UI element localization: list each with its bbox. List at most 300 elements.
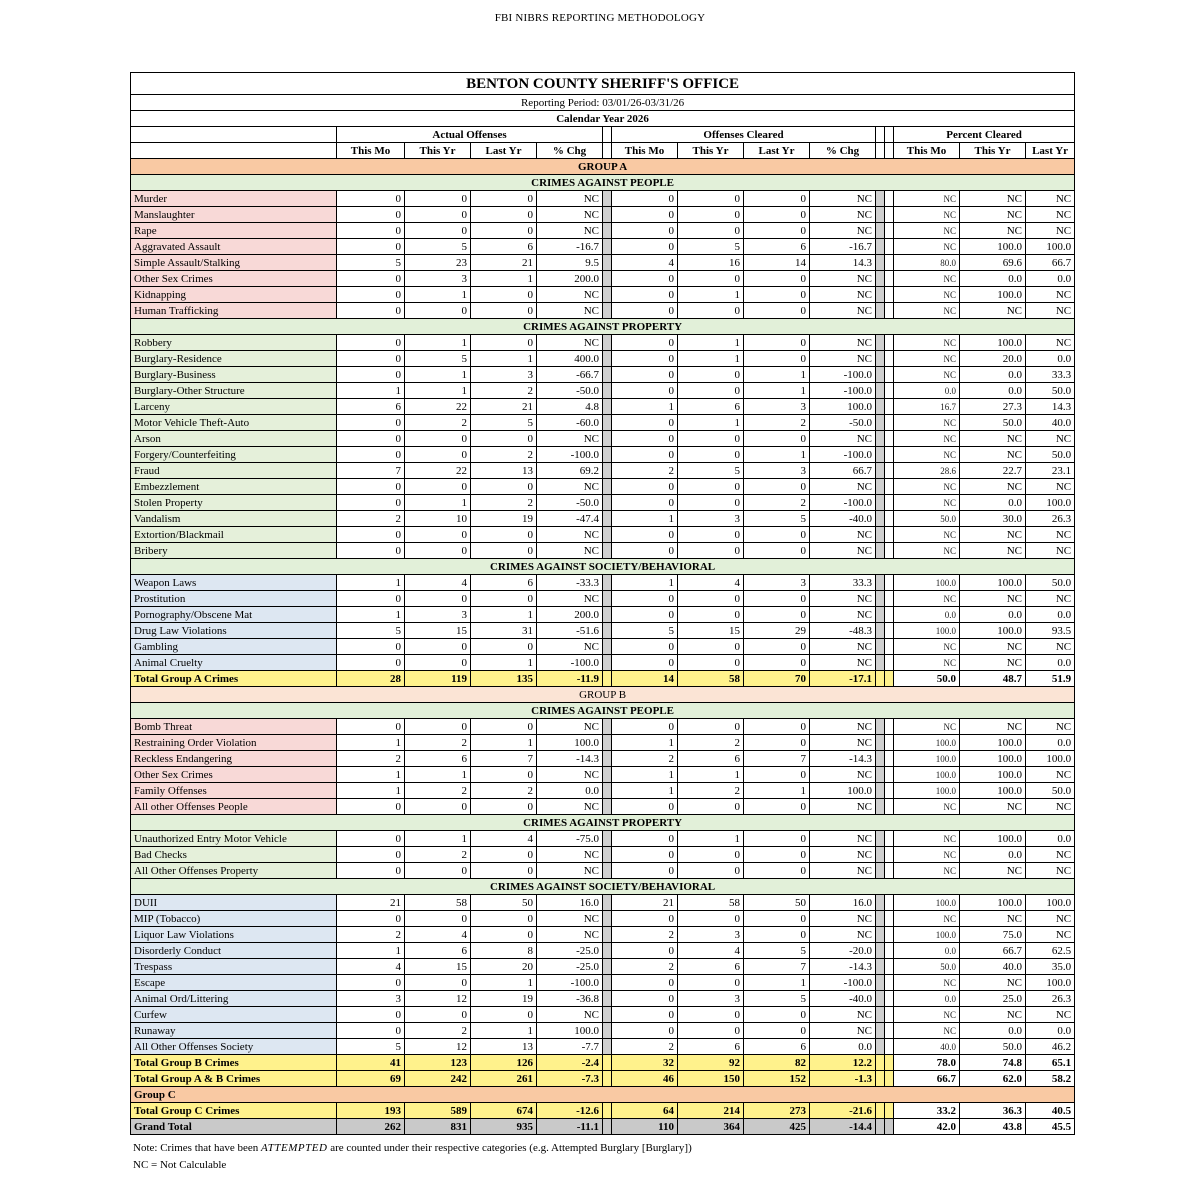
actual-offenses-cell: 0 — [405, 223, 471, 239]
table-row — [131, 991, 1075, 1007]
percent-cleared-cell: 0.0 — [960, 847, 1026, 863]
offenses-cleared-cell: 21 — [612, 895, 678, 911]
offenses-cleared-cell: 0 — [744, 543, 810, 559]
percent-cleared-cell: 50.0 — [1026, 783, 1075, 799]
percent-cleared-cell: NC — [1026, 591, 1075, 607]
offenses-cleared-cell: 14.3 — [810, 255, 876, 271]
actual-offenses-cell: 0 — [471, 927, 537, 943]
spacer-cell — [876, 1023, 885, 1039]
percent-cleared-cell: NC — [894, 831, 960, 847]
spacer-cell — [876, 351, 885, 367]
actual-offenses-cell: -36.8 — [537, 991, 603, 1007]
actual-offenses-cell: 15 — [405, 623, 471, 639]
percent-cleared-cell: 50.0 — [894, 671, 960, 687]
percent-cleared-cell: 50.0 — [1026, 447, 1075, 463]
offenses-cleared-cell: -14.4 — [810, 1119, 876, 1135]
offense-label: Rape — [131, 223, 337, 239]
spacer-cell — [876, 479, 885, 495]
offenses-cleared-cell: 14 — [612, 671, 678, 687]
offense-label: Forgery/Counterfeiting — [131, 447, 337, 463]
percent-cleared-cell: NC — [894, 207, 960, 223]
offense-label: Total Group C Crimes — [131, 1103, 337, 1119]
actual-offenses-cell: 2 — [337, 511, 405, 527]
spacer-cell — [603, 847, 612, 863]
actual-offenses-cell: 0 — [337, 719, 405, 735]
offenses-cleared-cell: 0 — [744, 287, 810, 303]
spacer-cell — [876, 1007, 885, 1023]
actual-offenses-cell: 1 — [337, 575, 405, 591]
percent-cleared-cell: 100.0 — [960, 239, 1026, 255]
spacer-cell — [885, 1055, 894, 1071]
actual-offenses-cell: 2 — [471, 495, 537, 511]
spacer-cell — [603, 639, 612, 655]
page-header: FBI NIBRS REPORTING METHODOLOGY — [494, 12, 706, 24]
actual-offenses-cell: 19 — [471, 991, 537, 1007]
attempted-emphasis: ATTEMPTED — [261, 1142, 328, 1154]
offense-label: MIP (Tobacco) — [131, 911, 337, 927]
table-row — [131, 271, 1075, 287]
offenses-cleared-cell: -14.3 — [810, 751, 876, 767]
offenses-cleared-cell: NC — [810, 479, 876, 495]
percent-cleared-cell: 100.0 — [1026, 239, 1075, 255]
offenses-cleared-cell: 1 — [678, 415, 744, 431]
table-row — [131, 847, 1075, 863]
spacer-cell — [885, 1119, 894, 1135]
actual-offenses-cell: 0 — [471, 335, 537, 351]
spacer-cell — [885, 303, 894, 319]
table-row — [131, 239, 1075, 255]
percent-cleared-cell: 100.0 — [960, 767, 1026, 783]
offenses-cleared-cell: 0 — [744, 639, 810, 655]
spacer-cell — [603, 335, 612, 351]
col-header: This Yr — [678, 143, 744, 159]
actual-offenses-cell: 1 — [337, 383, 405, 399]
actual-offenses-cell: 1 — [405, 367, 471, 383]
offense-label: Other Sex Crimes — [131, 767, 337, 783]
offenses-cleared-cell: 0 — [612, 543, 678, 559]
actual-offenses-cell: -60.0 — [537, 415, 603, 431]
offenses-cleared-cell: 0 — [744, 207, 810, 223]
offenses-cleared-cell: 0 — [744, 735, 810, 751]
percent-cleared-cell: 62.0 — [960, 1071, 1026, 1087]
actual-offenses-cell: 1 — [471, 655, 537, 671]
percent-cleared-cell: 0.0 — [960, 495, 1026, 511]
table-row — [131, 543, 1075, 559]
offenses-cleared-cell: 0 — [678, 799, 744, 815]
offenses-cleared-cell: 0 — [678, 655, 744, 671]
spacer-cell — [876, 399, 885, 415]
percent-cleared-cell: 0.0 — [1026, 831, 1075, 847]
actual-offenses-cell: 0 — [337, 207, 405, 223]
actual-offenses-cell: 0 — [405, 527, 471, 543]
offenses-cleared-cell: 0 — [612, 1023, 678, 1039]
col-header: This Mo — [894, 143, 960, 159]
actual-offenses-cell: 69 — [337, 1071, 405, 1087]
table-row — [131, 367, 1075, 383]
actual-offenses-cell: 0 — [405, 639, 471, 655]
offenses-cleared-cell: 0 — [744, 927, 810, 943]
table-row — [131, 431, 1075, 447]
offenses-cleared-cell: 0 — [744, 591, 810, 607]
spacer-cell — [603, 575, 612, 591]
percent-cleared-cell: NC — [894, 191, 960, 207]
actual-offenses-cell: 10 — [405, 511, 471, 527]
offenses-cleared-cell: 100.0 — [810, 783, 876, 799]
spacer-cell — [885, 271, 894, 287]
offenses-cleared-cell: 273 — [744, 1103, 810, 1119]
percent-cleared-cell: 0.0 — [960, 607, 1026, 623]
offense-label: Total Group B Crimes — [131, 1055, 337, 1071]
percent-cleared-cell: NC — [960, 223, 1026, 239]
spacer-cell — [876, 511, 885, 527]
table-row — [131, 575, 1075, 591]
actual-offenses-cell: 0 — [337, 447, 405, 463]
spacer-cell — [603, 1055, 612, 1071]
percent-cleared-cell: NC — [1026, 719, 1075, 735]
percent-cleared-cell: 40.5 — [1026, 1103, 1075, 1119]
offenses-cleared-cell: NC — [810, 863, 876, 879]
percent-cleared-cell: 27.3 — [960, 399, 1026, 415]
spacer-cell — [885, 255, 894, 271]
table-row — [131, 591, 1075, 607]
offenses-cleared-cell: 1 — [744, 447, 810, 463]
spacer-cell — [876, 367, 885, 383]
offenses-cleared-cell: 0 — [678, 863, 744, 879]
group-header-row — [131, 1087, 1075, 1103]
actual-offenses-cell: 13 — [471, 1039, 537, 1055]
actual-offenses-cell: 135 — [471, 671, 537, 687]
offenses-cleared-cell: 214 — [678, 1103, 744, 1119]
spacer-cell — [885, 783, 894, 799]
offense-label: Unauthorized Entry Motor Vehicle — [131, 831, 337, 847]
percent-cleared-cell: 36.3 — [960, 1103, 1026, 1119]
total-row — [131, 1071, 1075, 1087]
offenses-cleared-cell: 16.0 — [810, 895, 876, 911]
offense-label: Simple Assault/Stalking — [131, 255, 337, 271]
offenses-cleared-cell: NC — [810, 639, 876, 655]
spacer-cell — [603, 271, 612, 287]
spacer-cell — [876, 431, 885, 447]
offenses-cleared-cell: 2 — [612, 463, 678, 479]
offenses-cleared-cell: 0 — [612, 303, 678, 319]
spacer-cell — [603, 991, 612, 1007]
spacer-cell — [603, 591, 612, 607]
offenses-cleared-cell: 0 — [612, 479, 678, 495]
actual-offenses-cell: 831 — [405, 1119, 471, 1135]
actual-offenses-cell: 6 — [405, 943, 471, 959]
actual-offenses-cell: 0 — [337, 863, 405, 879]
percent-cleared-cell: NC — [894, 447, 960, 463]
actual-offenses-cell: 200.0 — [537, 271, 603, 287]
actual-offenses-cell: 0 — [337, 847, 405, 863]
offenses-cleared-cell: 3 — [744, 575, 810, 591]
spacer-cell — [876, 303, 885, 319]
percent-cleared-cell: 46.2 — [1026, 1039, 1075, 1055]
spacer-cell — [876, 527, 885, 543]
actual-offenses-cell: 0 — [405, 975, 471, 991]
actual-offenses-cell: 9.5 — [537, 255, 603, 271]
spacer-cell — [603, 655, 612, 671]
actual-offenses-cell: 4.8 — [537, 399, 603, 415]
offenses-cleared-header: Offenses Cleared — [612, 127, 876, 143]
percent-cleared-cell: NC — [894, 287, 960, 303]
offenses-cleared-cell: 1 — [678, 767, 744, 783]
offenses-cleared-cell: -14.3 — [810, 959, 876, 975]
offenses-cleared-cell: 0 — [612, 991, 678, 1007]
spacer-cell — [603, 895, 612, 911]
percent-cleared-cell: 50.0 — [894, 511, 960, 527]
percent-cleared-cell: NC — [894, 847, 960, 863]
actual-offenses-cell: 21 — [471, 255, 537, 271]
offenses-cleared-cell: 2 — [744, 495, 810, 511]
offenses-cleared-cell: 1 — [744, 367, 810, 383]
actual-offenses-cell: 0 — [471, 799, 537, 815]
spacer-cell — [603, 495, 612, 511]
spacer-cell — [876, 207, 885, 223]
percent-cleared-cell: 25.0 — [960, 991, 1026, 1007]
offense-label: Escape — [131, 975, 337, 991]
offenses-cleared-cell: 0 — [612, 719, 678, 735]
percent-cleared-cell: NC — [894, 351, 960, 367]
offenses-cleared-cell: NC — [810, 527, 876, 543]
percent-cleared-cell: NC — [1026, 767, 1075, 783]
percent-cleared-cell: NC — [1026, 1007, 1075, 1023]
col-header: % Chg — [810, 143, 876, 159]
actual-offenses-cell: 0 — [337, 223, 405, 239]
offenses-cleared-cell: 1 — [612, 575, 678, 591]
offenses-cleared-cell: 364 — [678, 1119, 744, 1135]
spacer-cell — [885, 623, 894, 639]
spacer-cell — [603, 863, 612, 879]
percent-cleared-cell: NC — [1026, 639, 1075, 655]
spacer-cell — [885, 415, 894, 431]
actual-offenses-cell: NC — [537, 287, 603, 303]
offenses-cleared-cell: 150 — [678, 1071, 744, 1087]
offenses-cleared-cell: -48.3 — [810, 623, 876, 639]
actual-offenses-cell: 4 — [337, 959, 405, 975]
col-header: % Chg — [537, 143, 603, 159]
table-row — [131, 415, 1075, 431]
offense-label: Family Offenses — [131, 783, 337, 799]
actual-offenses-header: Actual Offenses — [337, 127, 603, 143]
offenses-cleared-cell: NC — [810, 335, 876, 351]
spacer-cell — [885, 463, 894, 479]
percent-cleared-cell: 93.5 — [1026, 623, 1075, 639]
table-row — [131, 479, 1075, 495]
offenses-cleared-cell: 1 — [612, 735, 678, 751]
spacer-cell — [885, 927, 894, 943]
offenses-cleared-cell: 5 — [678, 463, 744, 479]
spacer-cell — [876, 575, 885, 591]
offenses-cleared-cell: NC — [810, 735, 876, 751]
spacer-cell — [876, 447, 885, 463]
percent-cleared-cell: NC — [894, 431, 960, 447]
spacer-cell — [603, 719, 612, 735]
offenses-cleared-cell: 6 — [678, 399, 744, 415]
actual-offenses-cell: 22 — [405, 463, 471, 479]
offenses-cleared-cell: 6 — [678, 1039, 744, 1055]
actual-offenses-cell: 0 — [337, 799, 405, 815]
table-row — [131, 1039, 1075, 1055]
offenses-cleared-cell: 3 — [744, 463, 810, 479]
spacer-cell — [603, 943, 612, 959]
actual-offenses-cell: 0 — [337, 639, 405, 655]
percent-cleared-cell: NC — [894, 591, 960, 607]
percent-cleared-cell: NC — [894, 303, 960, 319]
percent-cleared-cell: 14.3 — [1026, 399, 1075, 415]
offenses-cleared-cell: -17.1 — [810, 671, 876, 687]
spacer-cell — [885, 143, 894, 159]
category-header-row — [131, 559, 1075, 575]
actual-offenses-cell: 0 — [405, 191, 471, 207]
actual-offenses-cell: 935 — [471, 1119, 537, 1135]
offense-label: Vandalism — [131, 511, 337, 527]
offenses-cleared-cell: 7 — [744, 959, 810, 975]
percent-cleared-cell: NC — [1026, 543, 1075, 559]
offenses-cleared-cell: 0 — [744, 1023, 810, 1039]
offenses-cleared-cell: 0 — [612, 639, 678, 655]
spacer-cell — [603, 143, 612, 159]
actual-offenses-cell: 3 — [471, 367, 537, 383]
offenses-cleared-cell: 1 — [612, 783, 678, 799]
offenses-cleared-cell: NC — [810, 831, 876, 847]
actual-offenses-cell: 0 — [471, 303, 537, 319]
spacer-cell — [603, 303, 612, 319]
actual-offenses-cell: 0 — [405, 655, 471, 671]
actual-offenses-cell: -2.4 — [537, 1055, 603, 1071]
actual-offenses-cell: 0 — [337, 239, 405, 255]
offenses-cleared-cell: 12.2 — [810, 1055, 876, 1071]
percent-cleared-cell: 100.0 — [1026, 975, 1075, 991]
actual-offenses-cell: -66.7 — [537, 367, 603, 383]
offenses-cleared-cell: -40.0 — [810, 991, 876, 1007]
percent-cleared-cell: 100.0 — [960, 623, 1026, 639]
actual-offenses-cell: 100.0 — [537, 735, 603, 751]
actual-offenses-cell: NC — [537, 479, 603, 495]
spacer-cell — [885, 335, 894, 351]
percent-cleared-cell: NC — [894, 335, 960, 351]
actual-offenses-cell: 0 — [471, 863, 537, 879]
offenses-cleared-cell: NC — [810, 591, 876, 607]
actual-offenses-cell: -7.7 — [537, 1039, 603, 1055]
actual-offenses-cell: 4 — [405, 927, 471, 943]
table-row — [131, 463, 1075, 479]
blank-header-cell — [131, 127, 337, 143]
actual-offenses-cell: NC — [537, 911, 603, 927]
offenses-cleared-cell: 0 — [744, 847, 810, 863]
spacer-cell — [885, 543, 894, 559]
percent-cleared-cell: NC — [960, 527, 1026, 543]
actual-offenses-cell: 0 — [337, 335, 405, 351]
actual-offenses-cell: 0 — [405, 863, 471, 879]
spacer-cell — [603, 1007, 612, 1023]
actual-offenses-cell: 2 — [405, 783, 471, 799]
percent-cleared-cell: 65.1 — [1026, 1055, 1075, 1071]
spacer-cell — [603, 911, 612, 927]
percent-cleared-cell: NC — [960, 719, 1026, 735]
spacer-cell — [603, 383, 612, 399]
percent-cleared-cell: 66.7 — [960, 943, 1026, 959]
spacer-cell — [603, 975, 612, 991]
actual-offenses-cell: 0 — [337, 415, 405, 431]
col-header: Last Yr — [744, 143, 810, 159]
percent-cleared-cell: 0.0 — [960, 367, 1026, 383]
offenses-cleared-cell: 0 — [678, 911, 744, 927]
actual-offenses-cell: 0 — [471, 719, 537, 735]
offenses-cleared-cell: 0 — [744, 335, 810, 351]
actual-offenses-cell: 0 — [337, 479, 405, 495]
actual-offenses-cell: NC — [537, 527, 603, 543]
offense-label: Human Trafficking — [131, 303, 337, 319]
actual-offenses-cell: 20 — [471, 959, 537, 975]
percent-cleared-cell: NC — [1026, 799, 1075, 815]
spacer-cell — [885, 399, 894, 415]
actual-offenses-cell: 2 — [471, 783, 537, 799]
percent-cleared-cell: 50.0 — [960, 1039, 1026, 1055]
percent-cleared-cell: 28.6 — [894, 463, 960, 479]
percent-cleared-cell: NC — [894, 415, 960, 431]
spacer-cell — [876, 1103, 885, 1119]
actual-offenses-cell: 31 — [471, 623, 537, 639]
actual-offenses-cell: 22 — [405, 399, 471, 415]
offenses-cleared-cell: 0 — [744, 767, 810, 783]
offenses-cleared-cell: 0 — [678, 191, 744, 207]
percent-cleared-cell: NC — [1026, 303, 1075, 319]
percent-cleared-cell: NC — [1026, 479, 1075, 495]
actual-offenses-cell: 0 — [337, 303, 405, 319]
offenses-cleared-cell: 0 — [612, 911, 678, 927]
percent-cleared-cell: 50.0 — [960, 415, 1026, 431]
percent-cleared-cell: 100.0 — [960, 575, 1026, 591]
actual-offenses-cell: 0 — [405, 591, 471, 607]
spacer-cell — [603, 1023, 612, 1039]
actual-offenses-cell: 193 — [337, 1103, 405, 1119]
table-row — [131, 383, 1075, 399]
actual-offenses-cell: 1 — [337, 943, 405, 959]
actual-offenses-cell: 200.0 — [537, 607, 603, 623]
category-header-row — [131, 175, 1075, 191]
actual-offenses-cell: 261 — [471, 1071, 537, 1087]
percent-cleared-header: Percent Cleared — [894, 127, 1075, 143]
offenses-cleared-cell: 46 — [612, 1071, 678, 1087]
spacer-cell — [603, 463, 612, 479]
spacer-cell — [876, 191, 885, 207]
actual-offenses-cell: 0 — [471, 847, 537, 863]
spacer-cell — [603, 431, 612, 447]
actual-offenses-cell: 0.0 — [537, 783, 603, 799]
percent-cleared-cell: NC — [894, 367, 960, 383]
percent-cleared-cell: 100.0 — [1026, 495, 1075, 511]
spacer-cell — [885, 895, 894, 911]
actual-offenses-cell: 0 — [405, 303, 471, 319]
percent-cleared-cell: NC — [894, 479, 960, 495]
spacer-cell — [603, 511, 612, 527]
offenses-cleared-cell: NC — [810, 223, 876, 239]
spacer-cell — [603, 607, 612, 623]
total-row — [131, 1103, 1075, 1119]
offense-label: Prostitution — [131, 591, 337, 607]
spacer-cell — [603, 1119, 612, 1135]
offenses-cleared-cell: 0 — [678, 207, 744, 223]
offenses-cleared-cell: 5 — [744, 943, 810, 959]
offenses-cleared-cell: 0 — [744, 431, 810, 447]
actual-offenses-cell: 1 — [405, 767, 471, 783]
percent-cleared-cell: 0.0 — [1026, 607, 1075, 623]
table-row — [131, 959, 1075, 975]
percent-cleared-cell: 0.0 — [1026, 271, 1075, 287]
actual-offenses-cell: 5 — [405, 351, 471, 367]
actual-offenses-cell: 4 — [405, 575, 471, 591]
